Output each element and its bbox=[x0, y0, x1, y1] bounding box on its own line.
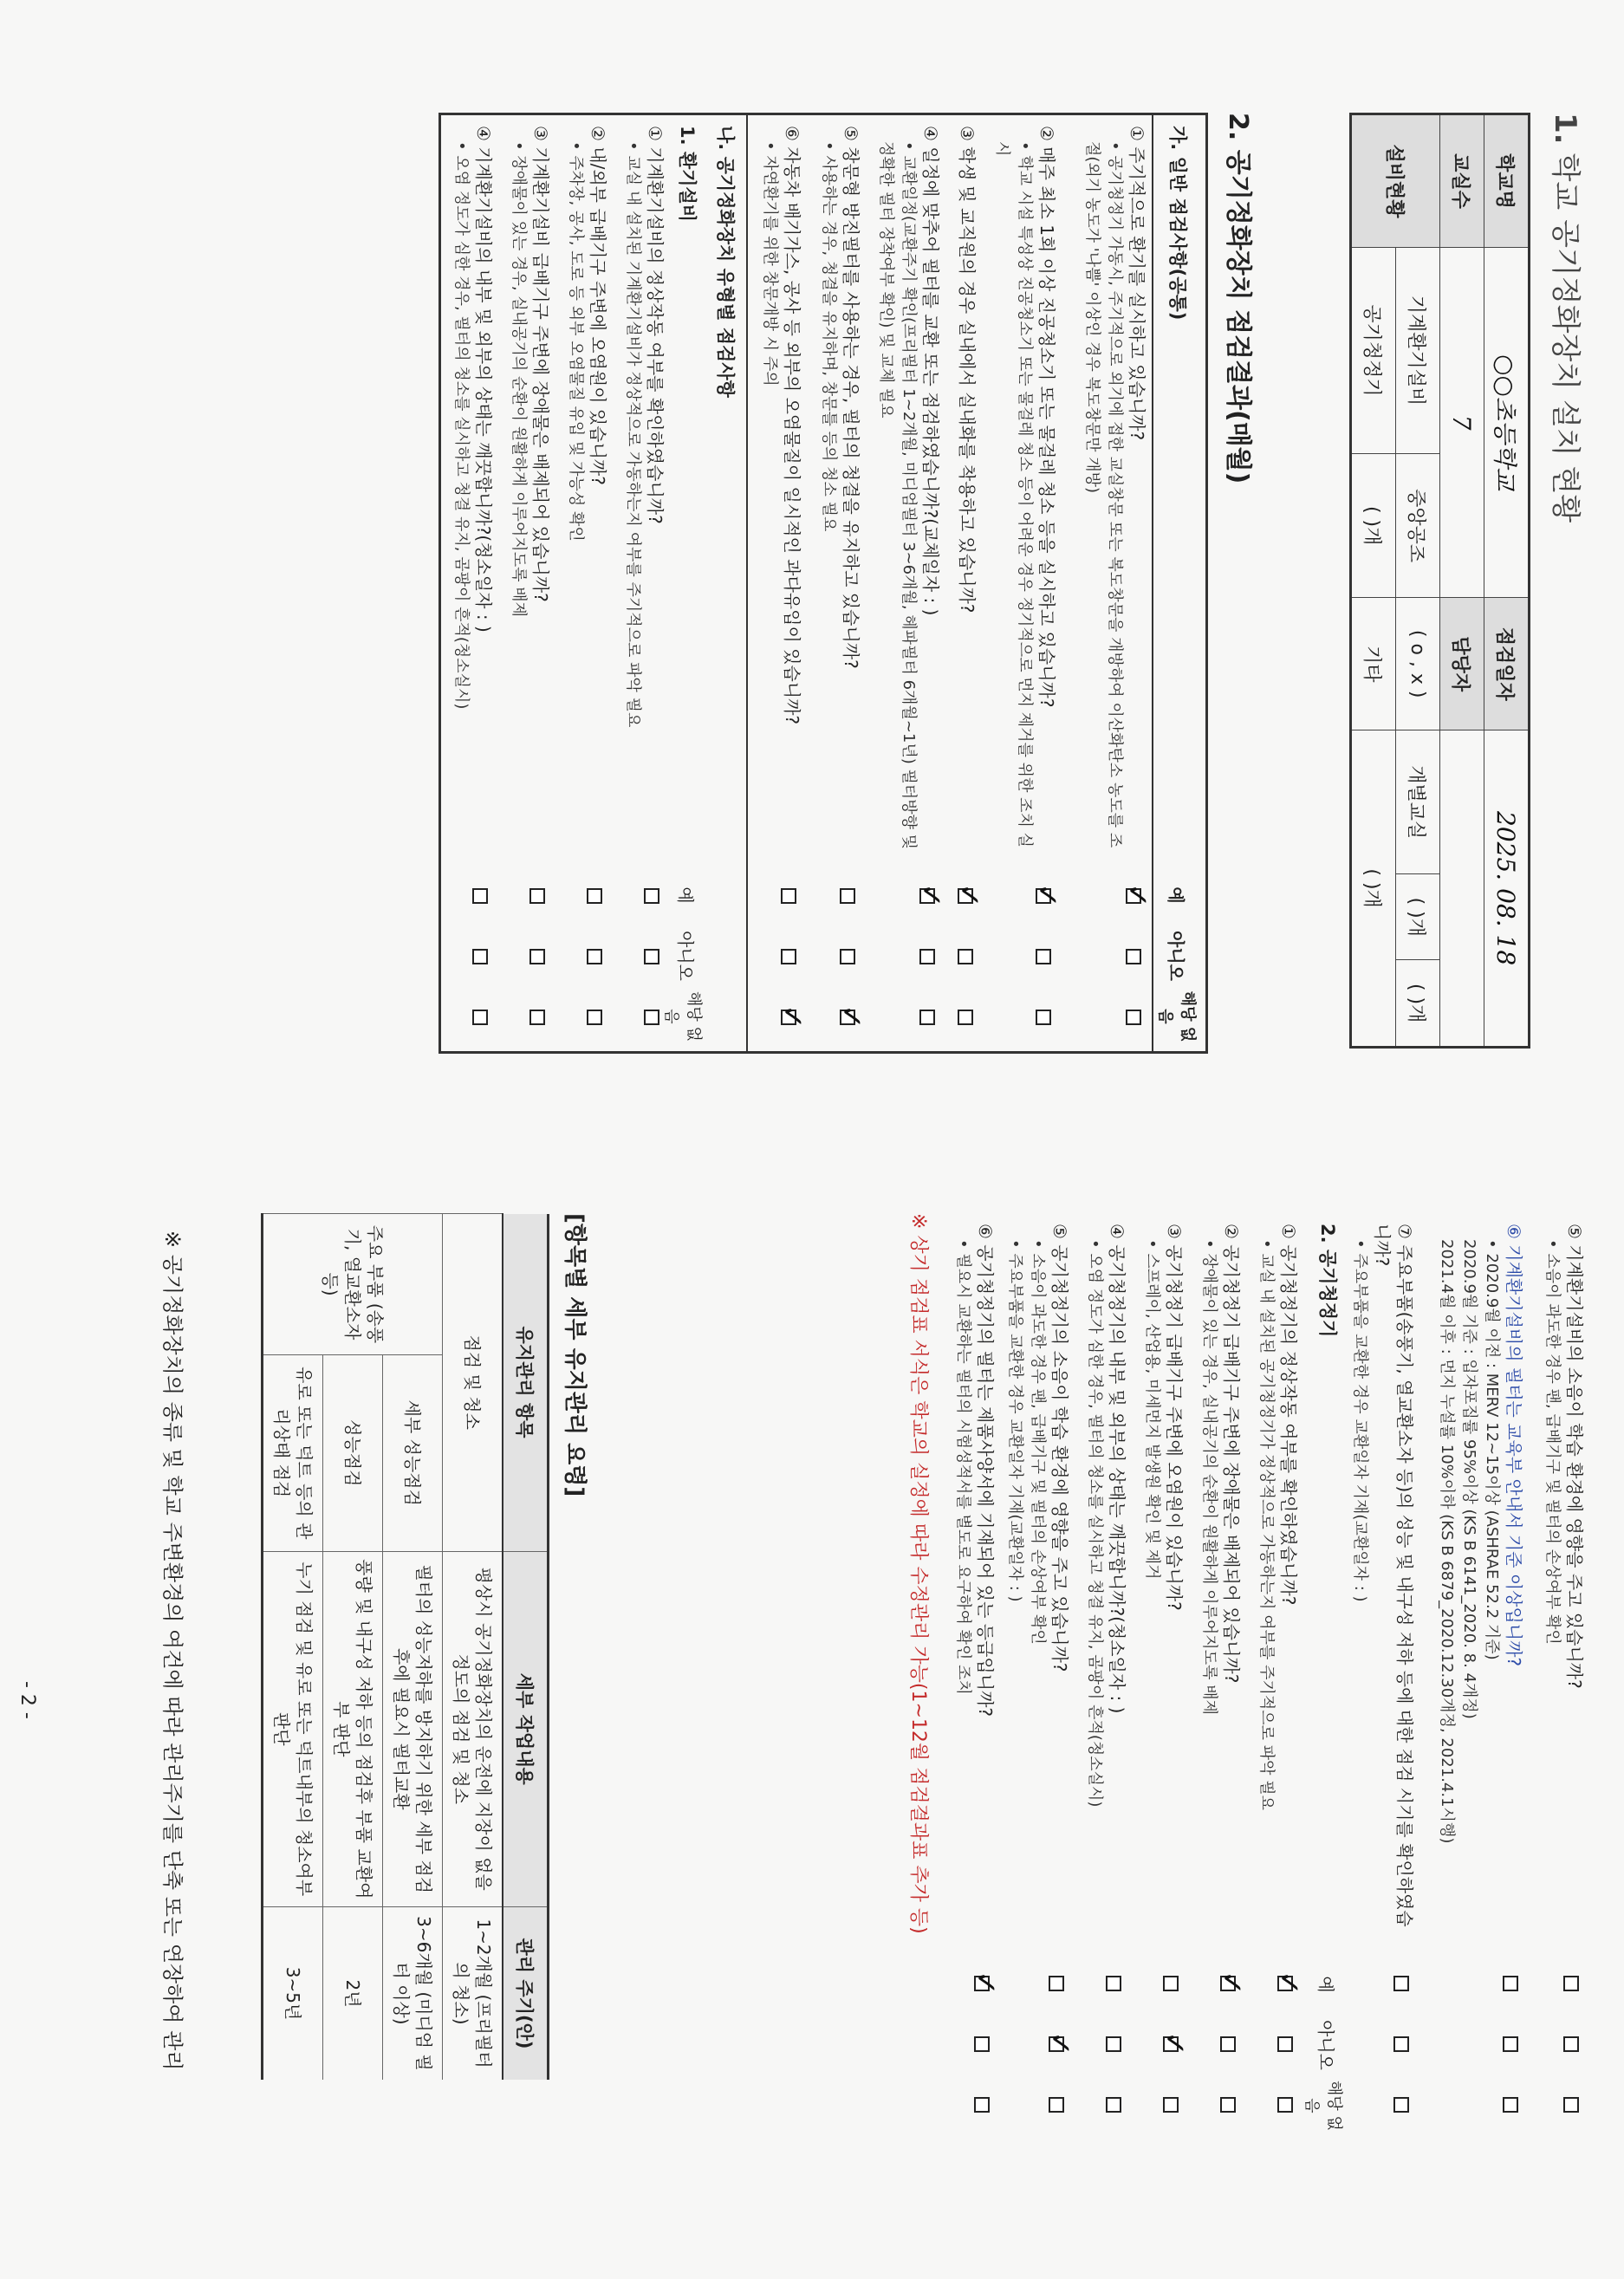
question-note: • 필요시 교환하는 필터의 시험성적서를 별도로 요구하여 확인 조치 bbox=[954, 1239, 972, 1695]
inspection-checklist bbox=[438, 113, 1208, 1054]
checkbox-na[interactable] bbox=[1220, 2097, 1236, 2113]
col-na: 해당 없음 bbox=[1156, 990, 1197, 1042]
checkbox-na[interactable] bbox=[974, 2097, 990, 2113]
cell-cycle: 2년 bbox=[323, 1906, 383, 2080]
checkbox-yes[interactable] bbox=[1503, 1976, 1518, 1991]
question-note: • 소음이 과도한 경우 팬, 급배기구 및 필터의 손상여부 확인 bbox=[1029, 1239, 1047, 1645]
question-note: • 장애물이 있는 경우, 실내공기의 순환이 원활하게 이루어지도록 배제 bbox=[1200, 1239, 1218, 1715]
cell-group: 주요 부품 (송풍기, 열교환소자 등) bbox=[263, 1214, 443, 1355]
checkbox-na[interactable] bbox=[587, 1010, 602, 1025]
section-2-title bbox=[1222, 113, 1260, 484]
checklist-item bbox=[1244, 1213, 1306, 2100]
cell-work: 평상시 공기정화장치의 운전에 지장이 없을 정도의 점검 및 청소 bbox=[443, 1551, 503, 1906]
question-note: 2021.4월 이후 : 먼지 누설률 10%이하 (KS B 6879_2020.12.30개정, 2021.4.1시행) bbox=[1438, 1239, 1456, 1844]
checkbox-no[interactable] bbox=[644, 949, 659, 964]
checklist-item bbox=[441, 115, 498, 1051]
checklist-item bbox=[998, 1213, 1075, 2100]
cell-cycle: 3~5년 bbox=[263, 1906, 323, 2080]
checkbox-na[interactable] bbox=[1277, 2097, 1293, 2113]
label-other: 기타 bbox=[1351, 598, 1396, 730]
footnote bbox=[159, 1230, 185, 2227]
checklist-item bbox=[1530, 1213, 1589, 2100]
check-mark: ✓ bbox=[1271, 1971, 1306, 1996]
label-ventilation-device: 기계환기설비 bbox=[1396, 248, 1440, 454]
section-1-title bbox=[1547, 113, 1589, 523]
question-note: • 주요부품을 교환한 경우 교환일자 기재(교환일자 : ) bbox=[1351, 1239, 1369, 1602]
modification-notice-text: ※ 상기 점검표 서식은 학교의 실정에 따라 수정관리 가능(1~12월 점검결과표 추가 등) bbox=[907, 1213, 929, 1934]
checkbox-na[interactable] bbox=[919, 1010, 935, 1025]
left-half bbox=[0, 0, 1624, 1127]
checkbox-yes[interactable] bbox=[644, 888, 659, 904]
question-note: • 2020.9월 이전 : MERV 12~15이상 (ASHRAE 52.2 기준) bbox=[1483, 1239, 1501, 1660]
checkbox-no[interactable] bbox=[472, 949, 488, 964]
cell-item: 세부 성능점검 bbox=[383, 1355, 443, 1552]
label-individual-room: 개별교실 bbox=[1396, 730, 1440, 874]
question-text: ③ 기계환기설비 급배기구 주변에 장애물은 배제되어 있습니까? bbox=[530, 126, 551, 602]
checkbox-yes[interactable] bbox=[472, 888, 488, 904]
cell-cycle: 1~2개월 (프리필터의 청소) bbox=[443, 1906, 503, 2080]
cell-work: 풍량 및 내구성 저하 등의 점검후 부품 교환여부 판단 bbox=[323, 1551, 383, 1906]
checklist-item bbox=[555, 115, 613, 1051]
other-count-value: ( )개 bbox=[1351, 730, 1396, 1048]
checkbox-na[interactable] bbox=[529, 1010, 545, 1025]
purifier-count-value: ( )개 bbox=[1351, 454, 1396, 598]
question-text: ⑥ 공기청정기의 필터는 제품사양서에 기재되어 있는 등급입니까? bbox=[975, 1224, 996, 1717]
question-text: ④ 일정에 맞추어 필터를 교환 또는 점검하였습니까?(교체일자 : ) bbox=[920, 126, 941, 616]
question-note: • 자연환기를 위한 창문개방 시 주의 bbox=[761, 141, 779, 386]
col-na: 해당 없음 bbox=[1302, 2081, 1343, 2131]
checkbox-no[interactable] bbox=[840, 949, 855, 964]
cell-item: 유로 또는 덕트 등의 관리상태 점검 bbox=[263, 1355, 323, 1552]
checkbox-yes[interactable] bbox=[1049, 1976, 1064, 1991]
question-text: ① 주기적으로 환기를 실시하고 있습니까? bbox=[1127, 126, 1147, 441]
maint-col-cycle: 관리 주기(안) bbox=[503, 1906, 549, 2080]
checkbox-no[interactable] bbox=[1220, 2036, 1236, 2052]
col-na: 해당 없음 bbox=[662, 991, 703, 1042]
question-text: ⑤ 공기청정기의 소음이 학습 환경에 영향을 주고 있습니까? bbox=[1049, 1224, 1070, 1672]
individual-extra-value: ( )개 bbox=[1396, 960, 1440, 1048]
general-items-heading: 가. 일반 점검사항(공통) bbox=[1167, 126, 1188, 321]
question-note: • 사용하는 경우, 청결을 유지하며, 창문틀 등의 청소 필요 bbox=[820, 141, 838, 532]
table-row bbox=[443, 1214, 503, 2081]
checkbox-yes[interactable] bbox=[1563, 1976, 1579, 1991]
checkbox-no[interactable] bbox=[1563, 2036, 1579, 2052]
col-yes: 예 bbox=[1166, 886, 1186, 904]
check-mark: ✓ bbox=[1120, 883, 1154, 908]
check-mark: ✓ bbox=[1043, 2031, 1077, 2056]
question-text: ⑥ 자동차 배기가스, 공사 등 외부의 오염물질이 일시적인 과다유입이 있습니까? bbox=[782, 126, 802, 725]
check-date-value: 2025. 08. 18 bbox=[1484, 730, 1530, 1048]
question-text: ① 기계환기설비의 정상작동 여부를 확인하였습니까? bbox=[645, 126, 666, 524]
label-check-date: 점검일자 bbox=[1484, 598, 1530, 730]
question-note: • 스프레이, 산업용, 미세먼지 발생원 확인 및 제거 bbox=[1143, 1239, 1161, 1580]
question-note: • 교실 내 설치된 공기청정기가 정상적으로 가동하는지 여부를 주기적으로 파악 필요 bbox=[1257, 1239, 1276, 1811]
maintenance-table bbox=[261, 1213, 549, 2080]
question-text: ② 공기청정기 급배기구 주변에 장애물은 배제되어 있습니까? bbox=[1221, 1224, 1242, 1684]
checkbox-no[interactable] bbox=[974, 2036, 990, 2052]
checklist-item bbox=[1130, 1213, 1192, 2100]
checkbox-na[interactable] bbox=[1106, 2097, 1121, 2113]
check-mark: ✓ bbox=[834, 1004, 868, 1029]
checkbox-na[interactable] bbox=[1049, 2097, 1064, 2113]
checklist-item bbox=[1352, 1213, 1419, 2100]
question-text: ⑦ 주요부품(송풍기, 열교환소자 등)의 성능 및 내구성 저하 등에 대한 점검 시기를 확인하였습니까? bbox=[1372, 1224, 1415, 1927]
cell-work: 누기 점검 및 유로 또는 덕트내부의 청소여부 판단 bbox=[263, 1551, 323, 1906]
checkbox-no[interactable] bbox=[1277, 2036, 1293, 2052]
checklist-item bbox=[748, 115, 807, 1051]
col-no: 아니오 bbox=[675, 931, 696, 981]
manager-value bbox=[1440, 730, 1484, 1048]
col-yes: 예 bbox=[1315, 1976, 1336, 1993]
question-text: ⑤ 기계환기설비의 소음이 학습 환경에 영향을 주고 있습니까? bbox=[1564, 1224, 1585, 1689]
cell-work: 필터의 성능저하를 방지하기 위한 세부 점검후에 필요시 필터교환 bbox=[383, 1551, 443, 1906]
maint-col-work: 세부 작업내용 bbox=[503, 1551, 549, 1906]
question-note: • 소음이 과도한 경우 팬, 급배기구 및 필터의 손상여부 확인 bbox=[1543, 1239, 1562, 1645]
type-items-heading: 나. 공기정화장치 유형별 점검사항 bbox=[706, 115, 748, 1051]
check-mark: ✓ bbox=[1157, 2031, 1192, 2056]
installation-info-table bbox=[1349, 113, 1530, 1049]
label-equipment-status: 설비현황 bbox=[1351, 114, 1440, 248]
checkbox-na[interactable] bbox=[1036, 1010, 1051, 1025]
label-classroom-count: 교실수 bbox=[1440, 114, 1484, 248]
classroom-count-value: 7 bbox=[1440, 248, 1484, 598]
question-note: • 공기청정기 가동시, 주기적으로 외기에 접한 교실창문 또는 복도창문을 개방하여 이산화탄소 농도를 조절(외기 농도가 '나쁨' 이상인 경우 복도창문만 개방) bbox=[1083, 141, 1124, 848]
checklist-item bbox=[941, 1213, 1003, 2100]
check-mark: ✓ bbox=[913, 883, 948, 908]
question-note: • 오염 정도가 심한 경우, 필터의 청소를 실시하고 청결 유지, 곰팡이 흔적(청소실시) bbox=[452, 141, 471, 710]
question-text: ② 내/외부 급배기구 주변에 오염원이 있습니까? bbox=[588, 126, 608, 485]
checkbox-yes[interactable] bbox=[587, 888, 602, 904]
checklist-item bbox=[1187, 1213, 1249, 2100]
checkbox-no[interactable] bbox=[958, 949, 973, 964]
checkbox-no[interactable] bbox=[781, 949, 796, 964]
question-note: • 교환일정(교환주기 확인(프리필터 1~2개월, 미디엄필터 3~6개월, 헤파필터 6개월~1년) 필터방향 및 정확한 필터 장착여부 확인) 및 교체 필요 bbox=[877, 141, 918, 850]
checkbox-no[interactable] bbox=[529, 949, 545, 964]
question-note: 2020.9월 기준 : 입자포집률 95%이상 (KS B 6141_2020. 8. 4개정) bbox=[1460, 1239, 1478, 1719]
checklist-item bbox=[613, 115, 670, 1051]
checklist-item bbox=[945, 115, 986, 1051]
checkbox-na[interactable] bbox=[472, 1010, 488, 1025]
school-name-value: ○○초등학교 bbox=[1484, 248, 1530, 598]
checklist-item bbox=[498, 115, 555, 1051]
question-note: • 주요부품을 교환한 경우 교환일자 기재(교환일자 : ) bbox=[1006, 1239, 1024, 1602]
purifier-subheading bbox=[1302, 1213, 1347, 2131]
question-text: ③ 학생 및 교직원의 경우 실내에서 실내화를 착용하고 있습니까? bbox=[957, 126, 978, 614]
cell-item: 점검 및 청소 bbox=[443, 1214, 503, 1552]
cell-item: 성능점검 bbox=[323, 1355, 383, 1552]
ventilation-subheading bbox=[662, 115, 706, 1051]
question-note: • 장애물이 있는 경우, 실내공기의 순환이 원활하게 이루어지도록 배제 bbox=[510, 141, 528, 617]
maintenance-title: [항목별 세부 유지관리 요령] bbox=[562, 1213, 588, 1497]
checkbox-na[interactable] bbox=[1393, 2097, 1409, 2113]
section-1-number: 1. bbox=[1548, 113, 1582, 145]
question-note: • 오염 정도가 심한 경우, 필터의 청소를 실시하고 청결 유지, 곰팡이 흔적(청소실시) bbox=[1086, 1239, 1104, 1808]
table-row bbox=[383, 1214, 443, 2081]
cell-cycle: 3~6개월 (미디엄 필터 이상) bbox=[383, 1906, 443, 2080]
checklist-item bbox=[982, 115, 1062, 1051]
check-mark: ✓ bbox=[952, 883, 986, 908]
checkbox-na[interactable] bbox=[644, 1010, 659, 1025]
section-1-title-text: 학교 공기정화장치 설치 현황 bbox=[1548, 153, 1582, 523]
question-text: ⑥ 기계환기설비의 필터는 교육부 안내서 기준 이상입니까? bbox=[1504, 1224, 1524, 1667]
check-mark: ✓ bbox=[1030, 883, 1064, 908]
question-text: ⑤ 창문형 방진필터를 사용하는 경우, 필터의 청결을 유지하고 있습니까? bbox=[841, 126, 861, 669]
checkbox-yes[interactable] bbox=[1163, 1976, 1179, 1991]
checkbox-no[interactable] bbox=[1036, 949, 1051, 964]
checkbox-no[interactable] bbox=[587, 949, 602, 964]
checklist-item bbox=[1418, 1213, 1529, 2100]
checklist-item bbox=[866, 115, 948, 1051]
check-mark: ✓ bbox=[1214, 1971, 1249, 1996]
checkbox-yes[interactable] bbox=[1393, 1976, 1409, 1991]
page-number: - 2 - bbox=[16, 1681, 38, 1719]
check-mark: ✓ bbox=[775, 1004, 809, 1029]
question-text: ③ 공기청정기 급배기구 주변에 오염원이 있습니까? bbox=[1164, 1224, 1185, 1611]
check-mark: ✓ bbox=[968, 1971, 1003, 1996]
individual-count-value: ( )개 bbox=[1396, 874, 1440, 960]
maint-col-item: 유지관리 항목 bbox=[503, 1214, 549, 1552]
col-yes: 예 bbox=[675, 886, 696, 904]
checkbox-no[interactable] bbox=[1393, 2036, 1409, 2052]
modification-notice bbox=[905, 1213, 931, 2080]
question-text: ④ 공기청정기의 내부 및 외부의 상태는 깨끗합니까?(청소일자 : ) bbox=[1107, 1224, 1127, 1714]
checkbox-yes[interactable] bbox=[1106, 1976, 1121, 1991]
checkbox-yes[interactable] bbox=[840, 888, 855, 904]
checklist-header bbox=[1152, 115, 1205, 1051]
col-no: 아니오 bbox=[1315, 2020, 1336, 2070]
question-note: • 학교 시설 특성상 진공청소기 또는 물걸레 청소 등이 어려운 경우 정기적으로 먼지 제거를 위한 조치 실시 bbox=[993, 141, 1034, 848]
right-half bbox=[0, 1196, 1624, 2270]
label-school-name: 학교명 bbox=[1484, 114, 1530, 248]
checkbox-no[interactable] bbox=[1503, 2036, 1518, 2052]
checkbox-yes[interactable] bbox=[781, 888, 796, 904]
ventilation-subheading-text: 1. 환기설비 bbox=[677, 126, 698, 223]
central-ox-value: ( o , x ) bbox=[1396, 598, 1440, 730]
checkbox-na[interactable] bbox=[1563, 2097, 1579, 2113]
checklist-item bbox=[807, 115, 866, 1051]
checkbox-na[interactable] bbox=[1503, 2097, 1518, 2113]
question-text: ② 매주 최소 1회 이상 진공청소기 또는 물걸레 청소 등을 실시하고 있습니까? bbox=[1036, 126, 1057, 708]
checkbox-no[interactable] bbox=[919, 949, 935, 964]
label-central-type: 중앙공조 bbox=[1396, 454, 1440, 598]
checkbox-na[interactable] bbox=[958, 1010, 973, 1025]
footnote-text: ※ 공기정화장치의 종류 및 학교 주변환경의 여건에 따라 관리주기를 단축 또는 연장하여 관리 bbox=[160, 1230, 185, 2071]
question-text: ① 공기청정기의 정상작동 여부를 확인하였습니까? bbox=[1278, 1224, 1299, 1606]
purifier-subheading-text: 2. 공기청정기 bbox=[1317, 1224, 1338, 1338]
label-air-purifier: 공기청정기 bbox=[1351, 248, 1396, 454]
col-no: 아니오 bbox=[1166, 931, 1186, 981]
label-manager: 담당자 bbox=[1440, 598, 1484, 730]
question-note: • 주차장, 공사, 도로 등 외부 오염물질 유입 및 가능성 확인 bbox=[567, 141, 585, 542]
checkbox-no[interactable] bbox=[1126, 949, 1141, 964]
question-note: • 교실 내 설치된 기계환기설비가 정상적으로 가동하는지 여부를 주기적으로 파악 필요 bbox=[624, 141, 642, 728]
checkbox-no[interactable] bbox=[1106, 2036, 1121, 2052]
section-2-title-text: 공기정화장치 점검결과(매월) bbox=[1223, 149, 1253, 484]
checkbox-na[interactable] bbox=[1126, 1010, 1141, 1025]
section-2-number: 2. bbox=[1223, 113, 1253, 141]
checklist-item bbox=[1062, 115, 1152, 1051]
checkbox-na[interactable] bbox=[1163, 2097, 1179, 2113]
question-text: ④ 기계환기설비의 내부 및 외부의 상태는 깨끗합니까?(청소일자 : ) bbox=[473, 126, 494, 633]
checklist-item bbox=[1073, 1213, 1132, 2100]
checkbox-yes[interactable] bbox=[529, 888, 545, 904]
